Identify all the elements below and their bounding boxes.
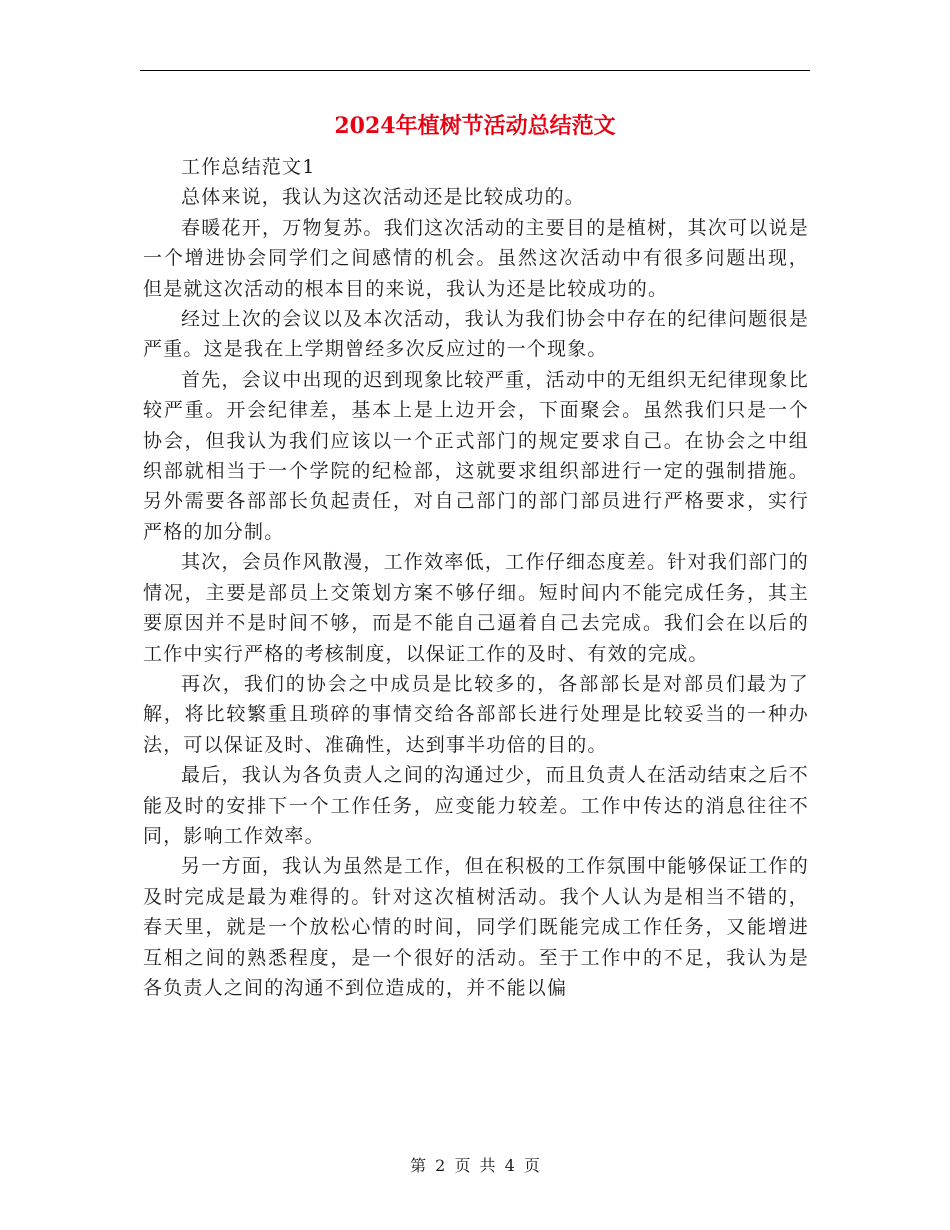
paragraph: 工作总结范文1 xyxy=(181,156,316,178)
paragraph: 首先，会议中出现的迟到现象比较严重，活动中的无组织无纪律现象比较严重。开会纪律差，基本上是上边开会，下面聚会。虽然我们只是一个协会，但我认为我们应该以一个正式部门的规定要求自己。在协会之中组织部就相当于一个学院的纪检部，这就要求组织部进行一定的强制措施。另外需要各部部长负起责任，对自己部门的部门部员进行严格要求，实行严格的加分制。 xyxy=(143,368,809,543)
document-body xyxy=(143,152,809,1003)
page-number-footer: 第 2 页 共 4 页 xyxy=(410,1156,540,1175)
paragraph: 最后，我认为各负责人之间的沟通过少，而且负责人在活动结束之后不能及时的安排下一个工作任务，应变能力较差。工作中传达的消息往往不同，影响工作效率。 xyxy=(143,764,809,847)
paragraph: 另一方面，我认为虽然是工作，但在积极的工作氛围中能够保证工作的及时完成是最为难得的。针对这次植树活动。我个人认为是相当不错的，春天里，就是一个放松心情的时间，同学们既能完成工作任务，又能增进互相之间的熟悉程度，是一个很好的活动。至于工作中的不足，我认为是各负责人之间的沟通不到位造成的，并不能以偏 xyxy=(143,855,809,999)
paragraph: 其次，会员作风散漫，工作效率低，工作仔细态度差。针对我们部门的情况，主要是部员上交策划方案不够仔细。短时间内不能完成任务，其主要原因并不是时间不够，而是不能自己逼着自己去完成。我们会在以后的工作中实行严格的考核制度，以保证工作的及时、有效的完成。 xyxy=(143,551,809,665)
document-title: 2024年植树节活动总结范文 xyxy=(334,113,616,139)
paragraph: 再次，我们的协会之中成员是比较多的，各部部长是对部员们最为了解，将比较繁重且琐碎的事情交给各部部长进行处理是比较妥当的一种办法，可以保证及时、准确性，达到事半功倍的目的。 xyxy=(143,672,809,756)
paragraph: 经过上次的会议以及本次活动，我认为我们协会中存在的纪律问题很是严重。这是我在上学期曾经多次反应过的一个现象。 xyxy=(143,308,809,361)
header-rule xyxy=(140,70,810,71)
paragraph: 总体来说，我认为这次活动还是比较成功的。 xyxy=(181,186,586,209)
paragraph: 春暖花开，万物复苏。我们这次活动的主要目的是植树，其次可以说是一个增进协会同学们之间感情的机会。虽然这次活动中有很多问题出现，但是就这次活动的根本目的来说，我认为还是比较成功的。 xyxy=(143,216,809,300)
